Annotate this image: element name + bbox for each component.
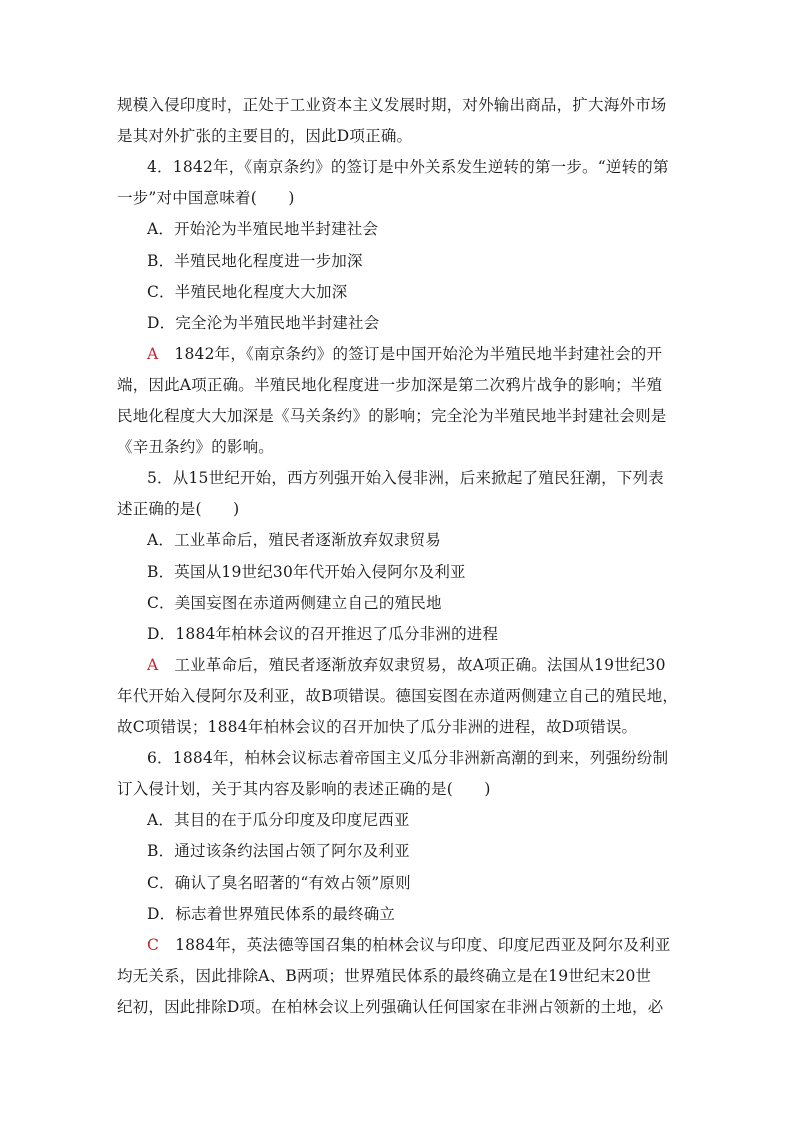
text-line (0, 406, 794, 426)
line-text: C．确认了臭名昭著的“有效占领”原则 (147, 874, 411, 892)
text-line (0, 499, 794, 519)
line-text: 故C项错误；1884年柏林会议的召开加快了瓜分非洲的进程，故D项错误。 (117, 718, 638, 736)
line-text: D．1884年柏林会议的召开推迟了瓜分非洲的进程 (147, 625, 499, 643)
text-line (0, 375, 794, 395)
line-text: 规模入侵印度时，正处于工业资本主义发展时期，对外输出商品，扩大海外市场 (117, 96, 667, 114)
text-line (0, 717, 794, 737)
answer-letter: C (147, 936, 160, 954)
line-text: 工业革命后，殖民者逐渐放弃奴隶贸易，故A项正确。法国从19世纪30 (174, 656, 666, 674)
line-text: 纪初，因此排除D项。在柏林会议上列强确认任何国家在非洲占领新的土地，必 (117, 998, 664, 1016)
line-text: 民地化程度大大加深是《马关条约》的影响；完全沦为半殖民地半封建社会则是 (117, 407, 667, 425)
line-text: 4．1842年，《南京条约》的签订是中外关系发生逆转的第一步。“逆转的第 (147, 158, 669, 176)
line-text: A．工业革命后，殖民者逐渐放弃奴隶贸易 (147, 531, 441, 549)
text-line (0, 624, 794, 644)
answer-line (0, 344, 794, 364)
text-line (0, 748, 794, 768)
line-text: 5．从15世纪开始，西方列强开始入侵非洲，后来掀起了殖民狂潮，下列表 (147, 469, 664, 487)
line-text: 6．1884年，柏林会议标志着帝国主义瓜分非洲新高潮的到来，列强纷纷制 (147, 749, 669, 767)
text-line (0, 251, 794, 271)
line-text: 一步”对中国意味着( ) (117, 189, 295, 207)
text-line (0, 468, 794, 488)
text-line (0, 282, 794, 302)
line-text: A．其目的在于瓜分印度及印度尼西亚 (147, 811, 410, 829)
text-line (0, 904, 794, 924)
text-line (0, 810, 794, 830)
answer-line (0, 935, 794, 955)
text-line (0, 593, 794, 613)
line-text: D．完全沦为半殖民地半封建社会 (147, 314, 380, 332)
line-text: B．半殖民地化程度进一步加深 (147, 252, 363, 270)
answer-letter: A (147, 345, 159, 363)
answer-letter: A (147, 656, 159, 674)
line-text: 《辛丑条约》的影响。 (117, 438, 275, 456)
text-line (0, 437, 794, 457)
text-line (0, 313, 794, 333)
line-text: 年代开始入侵阿尔及利亚，故B项错误。德国妄图在赤道两侧建立自己的殖民地， (117, 687, 679, 705)
line-text: D．标志着世界殖民体系的最终确立 (147, 905, 396, 923)
line-text: 1842年，《南京条约》的签订是中国开始沦为半殖民地半封建社会的开 (174, 345, 663, 363)
answer-line (0, 655, 794, 675)
text-line (0, 530, 794, 550)
line-text: 是其对外扩张的主要目的，因此D项正确。 (117, 127, 413, 145)
line-text: B．英国从19世纪30年代开始入侵阿尔及利亚 (147, 563, 466, 581)
line-text: 订入侵计划，关于其内容及影响的表述正确的是( ) (117, 780, 491, 798)
text-line (0, 873, 794, 893)
line-text: C．半殖民地化程度大大加深 (147, 283, 348, 301)
text-line (0, 157, 794, 177)
text-line (0, 966, 794, 986)
line-text: C．美国妄图在赤道两侧建立自己的殖民地 (147, 594, 442, 612)
line-text: 述正确的是( ) (117, 500, 240, 518)
line-text: 端，因此A项正确。半殖民地化程度进一步加深是第二次鸦片战争的影响；半殖 (117, 376, 663, 394)
text-line (0, 779, 794, 799)
text-line (0, 126, 794, 146)
line-text: 均无关系，因此排除A、B两项；世界殖民体系的最终确立是在19世纪末20世 (117, 967, 652, 985)
text-line (0, 841, 794, 861)
text-line (0, 686, 794, 706)
text-line (0, 219, 794, 239)
line-text: A．开始沦为半殖民地半封建社会 (147, 220, 379, 238)
text-line (0, 95, 794, 115)
text-line (0, 188, 794, 208)
text-line (0, 562, 794, 582)
text-line (0, 997, 794, 1017)
line-text: 1884年，英法德等国召集的柏林会议与印度、印度尼西亚及阿尔及利亚 (175, 936, 671, 954)
line-text: B．通过该条约法国占领了阿尔及利亚 (147, 842, 410, 860)
